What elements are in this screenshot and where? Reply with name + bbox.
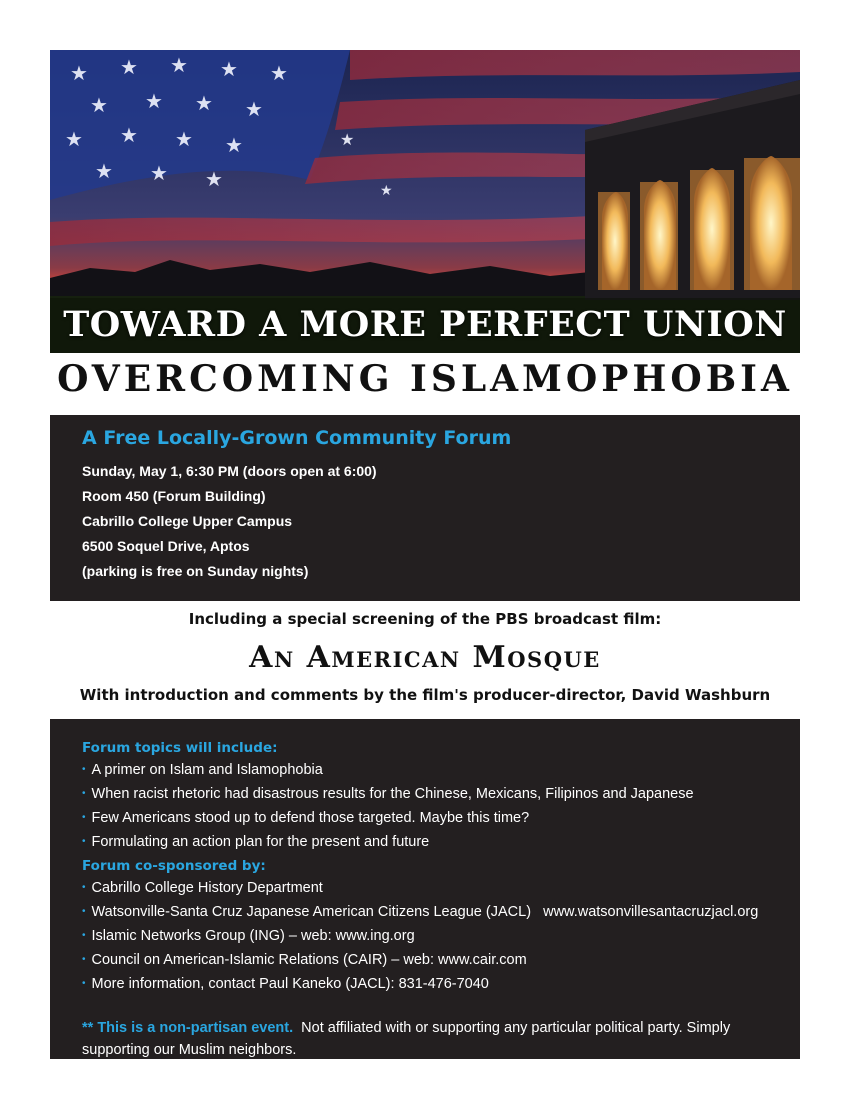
event-parking: (parking is free on Sunday nights) xyxy=(82,563,309,579)
svg-text:★: ★ xyxy=(205,167,223,191)
svg-text:★: ★ xyxy=(70,61,88,85)
svg-text:★: ★ xyxy=(145,89,163,113)
svg-text:★: ★ xyxy=(380,183,393,199)
svg-text:★: ★ xyxy=(120,55,138,79)
topics-list xyxy=(82,759,768,855)
event-info-box xyxy=(50,415,800,601)
svg-text:★: ★ xyxy=(170,53,188,77)
screening-intro: Including a special screening of the PBS broadcast film: xyxy=(188,610,662,628)
svg-text:★: ★ xyxy=(245,97,263,121)
svg-text:★: ★ xyxy=(340,130,355,149)
bullet-icon: • xyxy=(82,812,86,823)
svg-text:★: ★ xyxy=(195,91,213,115)
disclaimer-text: Not affiliated with or supporting any particular political party. Simply supporting our Muslim neighbors. xyxy=(82,1020,735,1058)
bullet-icon: • xyxy=(82,906,86,917)
svg-text:★: ★ xyxy=(150,161,168,185)
list-item: • Watsonville-Santa Cruz Japanese American Citizens League (JACL) www.watsonvillesantacruzjacl.org xyxy=(82,904,759,920)
event-date: Sunday, May 1, 6:30 PM (doors open at 6:00) xyxy=(82,463,377,479)
topics-heading: Forum topics will include: xyxy=(82,740,278,756)
svg-text:★: ★ xyxy=(95,159,113,183)
list-item: • When racist rhetoric had disastrous results for the Chinese, Mexicans, Filipinos and Japanese xyxy=(82,786,694,802)
film-credit: With introduction and comments by the film's producer-director, David Washburn xyxy=(79,686,771,704)
list-item: • A primer on Islam and Islamophobia xyxy=(82,762,323,778)
svg-text:★: ★ xyxy=(220,57,238,81)
disclaimer-strong: ** This is a non-partisan event. xyxy=(82,1020,294,1036)
svg-text:★: ★ xyxy=(90,93,108,117)
list-item: • Few Americans stood up to defend those targeted. Maybe this time? xyxy=(82,810,530,826)
svg-text:★: ★ xyxy=(270,61,288,85)
svg-text:★: ★ xyxy=(175,127,193,151)
event-address: 6500 Soquel Drive, Aptos xyxy=(82,538,250,554)
disclaimer-note xyxy=(82,1017,768,1061)
details-box xyxy=(50,719,800,1059)
list-item: • Formulating an action plan for the present and future xyxy=(82,834,430,850)
bullet-icon: • xyxy=(82,930,86,941)
bullet-icon: • xyxy=(82,764,86,775)
bullet-icon: • xyxy=(82,882,86,893)
list-item: • Cabrillo College History Department xyxy=(82,880,323,896)
svg-text:★: ★ xyxy=(225,133,243,157)
bullet-icon: • xyxy=(82,836,86,847)
hero-banner xyxy=(50,50,800,353)
hero-title: TOWARD A MORE PERFECT UNION xyxy=(63,304,787,345)
page-subtitle: OVERCOMING ISLAMOPHOBIA xyxy=(57,358,793,400)
film-title: An American Mosque xyxy=(249,640,601,675)
event-campus: Cabrillo College Upper Campus xyxy=(82,513,293,529)
bullet-icon: • xyxy=(82,788,86,799)
list-item: • More information, contact Paul Kaneko (JACL): 831-476-7040 xyxy=(82,976,489,992)
sponsors-heading: Forum co-sponsored by: xyxy=(82,858,266,874)
bullet-icon: • xyxy=(82,978,86,989)
forum-heading: A Free Locally-Grown Community Forum xyxy=(82,427,512,449)
svg-text:★: ★ xyxy=(65,127,83,151)
sponsors-list xyxy=(82,877,768,997)
list-item: • Islamic Networks Group (ING) – web: www.ing.org xyxy=(82,928,415,944)
bullet-icon: • xyxy=(82,954,86,965)
list-item: • Council on American-Islamic Relations (CAIR) – web: www.cair.com xyxy=(82,952,527,968)
event-room: Room 450 (Forum Building) xyxy=(82,488,266,504)
svg-text:★: ★ xyxy=(120,123,138,147)
